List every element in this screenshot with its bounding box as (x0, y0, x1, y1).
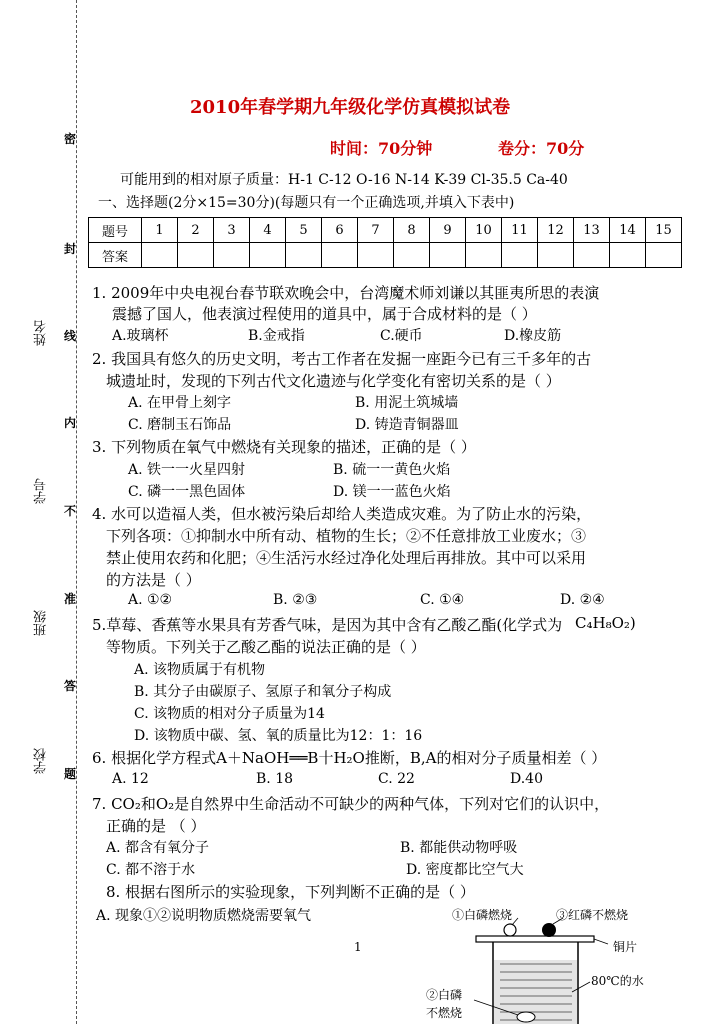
seal-char: 不 (64, 504, 77, 518)
question-1-line-1: 1. 2009年中央电视台春节联欢晚会中，台湾魔术师刘谦以其匪夷所思的表演 (92, 284, 600, 302)
question-7-line-1: 7. CO₂和O₂是自然界中生命活动不可缺少的两种气体，下列对它们的认识中， (92, 795, 610, 813)
table-row (89, 218, 682, 243)
question-5-option-b: B. 其分子由碳原子、氢原子和氧分子构成 (134, 684, 392, 700)
question-3-option-a: A. 铁一一火星四射 (128, 462, 246, 478)
question-7-option-c: C. 都不溶于水 (106, 862, 196, 878)
question-6-option-c: C. 22 (378, 771, 415, 787)
seal-char: 准 (64, 592, 77, 606)
answer-cell[interactable] (574, 243, 610, 268)
answer-cell[interactable] (322, 243, 358, 268)
question-1-line-2: 震撼了国人，他表演过程使用的道具中，属于合成材料的是（ ） (112, 305, 537, 323)
question-number-cell: 4 (250, 218, 286, 243)
question-number-cell: 12 (538, 218, 574, 243)
question-7-option-a: A. 都含有氧分子 (106, 840, 210, 856)
answer-table (88, 217, 682, 268)
question-1-option-c: C.硬币 (380, 328, 423, 344)
exam-time: 时间：70分钟 (330, 139, 433, 158)
answer-cell[interactable] (214, 243, 250, 268)
table-header-cell: 题号 (89, 218, 142, 243)
question-6-line-1: 6. 根据化学方程式A＋NaOH══B十H₂O推断，B,A的相对分子质量相差（ ） (92, 749, 607, 767)
question-number-cell: 1 (142, 218, 178, 243)
question-4-line-2: 下列各项：①抑制水中所有动、植物的生长；②不任意排放工业废水；③ (106, 527, 587, 545)
question-7-option-b: B. 都能供动物呼吸 (400, 840, 518, 856)
answer-cell[interactable] (178, 243, 214, 268)
question-6-option-a: A. 12 (112, 771, 149, 787)
question-8-line-1: 8. 根据右图所示的实验现象，下列判断不正确的是（ ） (106, 883, 475, 901)
answer-cell[interactable] (142, 243, 178, 268)
question-4-line-1: 4. 水可以造福人类，但水被污染后却给人类造成灾难。为了防止水的污染， (92, 505, 592, 523)
atomic-masses: 可能用到的相对原子质量：H-1 C-12 O-16 N-14 K-39 Cl-35.5 Ca-40 (120, 172, 568, 188)
question-5-line-1: 5.草莓、香蕉等水果具有芳香气味，是因为其中含有乙酸乙酯(化学式为 (92, 616, 563, 634)
question-1-option-b: B.金戒指 (248, 328, 305, 344)
question-4-option-b: B. ②③ (273, 592, 318, 608)
question-5-option-a: A. 该物质属于有机物 (134, 662, 266, 678)
question-number-cell: 3 (214, 218, 250, 243)
question-2-option-d: D. 铸造青铜器皿 (355, 417, 459, 433)
question-2-line-1: 2. 我国具有悠久的历史文明，考古工作者在发掘一座距今已有三千多年的古 (92, 350, 592, 368)
answer-cell[interactable] (358, 243, 394, 268)
question-4-option-a: A. ①② (128, 592, 173, 608)
experiment-figure (408, 900, 708, 1024)
figure-label-2a: ②白磷 (426, 988, 463, 1002)
seal-char: 内 (64, 416, 77, 430)
answer-cell[interactable] (394, 243, 430, 268)
answer-cell[interactable] (538, 243, 574, 268)
seal-char: 答 (64, 679, 77, 693)
question-7-option-d: D. 密度都比空气大 (406, 862, 524, 878)
answer-cell[interactable] (286, 243, 322, 268)
question-number-cell: 9 (430, 218, 466, 243)
paper-title: 2010年春学期九年级化学仿真模拟试卷 (190, 97, 511, 118)
question-2-option-b: B. 用泥土筑城墙 (355, 395, 459, 411)
question-6-option-d: D.40 (510, 771, 543, 787)
margin-label-class: 班级 (34, 610, 49, 636)
margin-label-school: 学校 (34, 748, 49, 774)
question-number-cell: 11 (502, 218, 538, 243)
question-number-cell: 10 (466, 218, 502, 243)
question-number-cell: 6 (322, 218, 358, 243)
seal-line (76, 0, 77, 1024)
question-3-line-1: 3. 下列物质在氧气中燃烧有关现象的描述，正确的是（ ） (92, 438, 476, 456)
question-5-option-d: D. 该物质中碳、氢、氧的质量比为12：1：16 (134, 728, 423, 744)
question-5-option-c: C. 该物质的相对分子质量为14 (134, 706, 325, 722)
figure-label-2b: 不燃烧 (426, 1006, 463, 1020)
answer-cell[interactable] (502, 243, 538, 268)
question-number-cell: 7 (358, 218, 394, 243)
question-8-option-a: A. 现象①②说明物质燃烧需要氧气 (96, 908, 312, 924)
section-heading: 一、选择题(2分×15=30分)(每题只有一个正确选项,并填入下表中) (98, 195, 515, 211)
seal-char: 密 (64, 132, 77, 146)
question-number-cell: 2 (178, 218, 214, 243)
question-5-line-2: 等物质。下列关于乙酸乙酯的说法正确的是（ ） (106, 638, 426, 656)
question-1-option-a: A.玻璃杯 (112, 328, 169, 344)
figure-label-1: ①白磷燃烧 (452, 908, 513, 922)
question-number-cell: 15 (646, 218, 682, 243)
question-7-line-2: 正确的是 （ ） (106, 817, 206, 835)
margin-label-name: 姓名 (34, 320, 49, 346)
question-3-option-d: D. 镁一一蓝色火焰 (333, 484, 451, 500)
seal-char: 封 (64, 242, 77, 256)
question-6-option-b: B. 18 (256, 771, 294, 787)
question-number-cell: 5 (286, 218, 322, 243)
question-3-option-c: C. 磷一一黑色固体 (128, 484, 246, 500)
seal-char: 线 (64, 329, 77, 343)
seal-char: 题 (64, 767, 77, 781)
question-4-option-d: D. ②④ (560, 592, 605, 608)
question-number-cell: 8 (394, 218, 430, 243)
question-4-option-c: C. ①④ (420, 592, 465, 608)
margin-label-number: 学号 (34, 478, 49, 504)
table-row (89, 243, 682, 268)
answer-cell[interactable] (610, 243, 646, 268)
figure-label-water: 80℃的水 (591, 974, 644, 988)
figure-label-copper: 铜片 (613, 940, 638, 954)
answer-cell[interactable] (430, 243, 466, 268)
question-1-option-d: D.橡皮筋 (504, 328, 562, 344)
question-2-option-c: C. 磨制玉石饰品 (128, 417, 232, 433)
answer-cell[interactable] (250, 243, 286, 268)
figure-label-3: ③红磷不燃烧 (556, 908, 629, 922)
page-number: 1 (354, 940, 362, 954)
question-5-formula: C₄H₈O₂) (575, 614, 636, 632)
question-4-line-3: 禁止使用农药和化肥；④生活污水经过净化处理后再排放。其中可以采用 (106, 549, 587, 567)
question-4-line-4: 的方法是（ ） (106, 571, 201, 589)
question-2-option-a: A. 在甲骨上刻字 (128, 395, 232, 411)
answer-cell[interactable] (466, 243, 502, 268)
question-3-option-b: B. 硫一一黄色火焰 (333, 462, 451, 478)
question-number-cell: 14 (610, 218, 646, 243)
question-2-line-2: 城遗址时，发现的下列古代文化遗迹与化学变化有密切关系的是（ ） (106, 372, 561, 390)
table-header-cell: 答案 (89, 243, 142, 268)
question-number-cell: 13 (574, 218, 610, 243)
answer-cell[interactable] (646, 243, 682, 268)
exam-score: 卷分：70分 (498, 139, 585, 158)
